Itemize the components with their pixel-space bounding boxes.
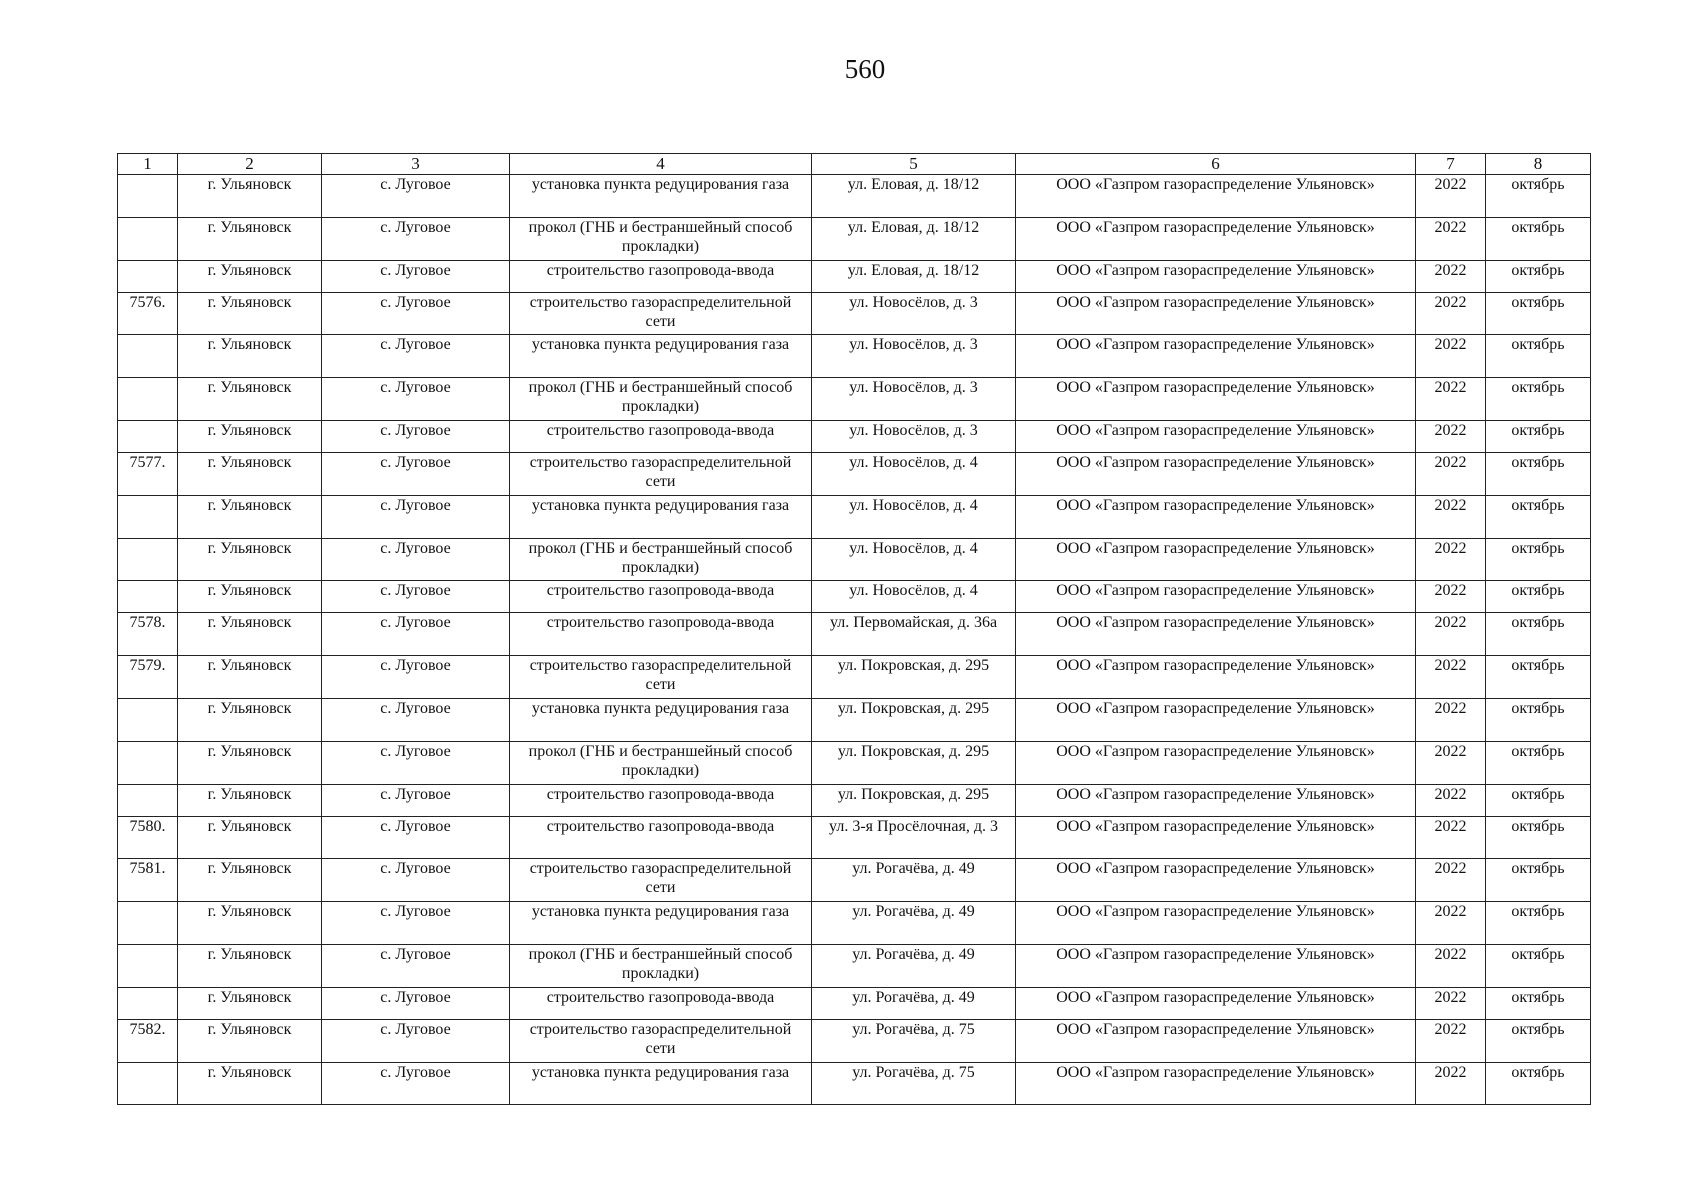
year-cell: 2022 <box>1416 581 1486 613</box>
organization-cell: ООО «Газпром газораспределение Ульяновск» <box>1016 656 1416 699</box>
city-cell: г. Ульяновск <box>178 613 322 656</box>
address-cell: ул. Новосёлов, д. 3 <box>812 335 1016 378</box>
address-cell: ул. Рогачёва, д. 49 <box>812 859 1016 902</box>
work-type-cell: строительство газораспределительной сети <box>510 452 812 495</box>
organization-cell: ООО «Газпром газораспределение Ульяновск» <box>1016 292 1416 335</box>
year-cell: 2022 <box>1416 784 1486 816</box>
city-cell: г. Ульяновск <box>178 378 322 421</box>
month-cell: октябрь <box>1486 335 1591 378</box>
table-row <box>118 335 1591 378</box>
year-cell: 2022 <box>1416 698 1486 741</box>
table-row <box>118 784 1591 816</box>
address-cell: ул. Покровская, д. 295 <box>812 741 1016 784</box>
address-cell: ул. Рогачёва, д. 49 <box>812 944 1016 987</box>
village-cell: с. Луговое <box>322 741 510 784</box>
table-row <box>118 741 1591 784</box>
year-cell: 2022 <box>1416 260 1486 292</box>
table-row <box>118 859 1591 902</box>
row-number <box>118 495 178 538</box>
year-cell: 2022 <box>1416 816 1486 859</box>
table-row <box>118 656 1591 699</box>
city-cell: г. Ульяновск <box>178 741 322 784</box>
month-cell: октябрь <box>1486 292 1591 335</box>
village-cell: с. Луговое <box>322 420 510 452</box>
organization-cell: ООО «Газпром газораспределение Ульяновск» <box>1016 217 1416 260</box>
table-row <box>118 495 1591 538</box>
address-cell: ул. Рогачёва, д. 75 <box>812 1019 1016 1062</box>
column-header: 6 <box>1016 154 1416 175</box>
work-type-cell: строительство газопровода-ввода <box>510 581 812 613</box>
organization-cell: ООО «Газпром газораспределение Ульяновск» <box>1016 698 1416 741</box>
month-cell: октябрь <box>1486 538 1591 581</box>
month-cell: октябрь <box>1486 495 1591 538</box>
table-row <box>118 944 1591 987</box>
month-cell: октябрь <box>1486 859 1591 902</box>
city-cell: г. Ульяновск <box>178 1019 322 1062</box>
city-cell: г. Ульяновск <box>178 902 322 945</box>
row-number <box>118 538 178 581</box>
table-row <box>118 1062 1591 1105</box>
month-cell: октябрь <box>1486 1062 1591 1105</box>
table-row <box>118 987 1591 1019</box>
address-cell: ул. 3-я Просёлочная, д. 3 <box>812 816 1016 859</box>
city-cell: г. Ульяновск <box>178 175 322 218</box>
row-number <box>118 335 178 378</box>
row-number: 7581. <box>118 859 178 902</box>
village-cell: с. Луговое <box>322 859 510 902</box>
month-cell: октябрь <box>1486 698 1591 741</box>
village-cell: с. Луговое <box>322 784 510 816</box>
month-cell: октябрь <box>1486 1019 1591 1062</box>
month-cell: октябрь <box>1486 987 1591 1019</box>
village-cell: с. Луговое <box>322 292 510 335</box>
address-cell: ул. Рогачёва, д. 49 <box>812 987 1016 1019</box>
city-cell: г. Ульяновск <box>178 292 322 335</box>
organization-cell: ООО «Газпром газораспределение Ульяновск» <box>1016 175 1416 218</box>
work-type-cell: установка пункта редуцирования газа <box>510 698 812 741</box>
city-cell: г. Ульяновск <box>178 217 322 260</box>
month-cell: октябрь <box>1486 420 1591 452</box>
row-number <box>118 902 178 945</box>
work-type-cell: прокол (ГНБ и бестраншейный способ прокладки) <box>510 378 812 421</box>
column-header: 3 <box>322 154 510 175</box>
work-type-cell: установка пункта редуцирования газа <box>510 902 812 945</box>
table-row <box>118 538 1591 581</box>
table-row <box>118 452 1591 495</box>
village-cell: с. Луговое <box>322 944 510 987</box>
work-type-cell: прокол (ГНБ и бестраншейный способ прокладки) <box>510 741 812 784</box>
table-row <box>118 816 1591 859</box>
work-type-cell: строительство газораспределительной сети <box>510 859 812 902</box>
table-body <box>118 175 1591 1105</box>
table-row <box>118 1019 1591 1062</box>
city-cell: г. Ульяновск <box>178 987 322 1019</box>
header-row <box>118 154 1591 175</box>
organization-cell: ООО «Газпром газораспределение Ульяновск» <box>1016 260 1416 292</box>
row-number <box>118 741 178 784</box>
row-number <box>118 698 178 741</box>
organization-cell: ООО «Газпром газораспределение Ульяновск» <box>1016 1019 1416 1062</box>
village-cell: с. Луговое <box>322 452 510 495</box>
column-header: 5 <box>812 154 1016 175</box>
organization-cell: ООО «Газпром газораспределение Ульяновск» <box>1016 902 1416 945</box>
column-header: 1 <box>118 154 178 175</box>
city-cell: г. Ульяновск <box>178 816 322 859</box>
city-cell: г. Ульяновск <box>178 495 322 538</box>
city-cell: г. Ульяновск <box>178 581 322 613</box>
year-cell: 2022 <box>1416 420 1486 452</box>
city-cell: г. Ульяновск <box>178 1062 322 1105</box>
address-cell: ул. Новосёлов, д. 4 <box>812 581 1016 613</box>
year-cell: 2022 <box>1416 987 1486 1019</box>
month-cell: октябрь <box>1486 613 1591 656</box>
row-number: 7578. <box>118 613 178 656</box>
village-cell: с. Луговое <box>322 902 510 945</box>
city-cell: г. Ульяновск <box>178 698 322 741</box>
year-cell: 2022 <box>1416 1062 1486 1105</box>
address-cell: ул. Еловая, д. 18/12 <box>812 217 1016 260</box>
month-cell: октябрь <box>1486 656 1591 699</box>
year-cell: 2022 <box>1416 292 1486 335</box>
city-cell: г. Ульяновск <box>178 260 322 292</box>
city-cell: г. Ульяновск <box>178 452 322 495</box>
row-number: 7579. <box>118 656 178 699</box>
row-number <box>118 581 178 613</box>
table-header <box>118 154 1591 175</box>
work-type-cell: строительство газораспределительной сети <box>510 1019 812 1062</box>
address-cell: ул. Новосёлов, д. 4 <box>812 452 1016 495</box>
month-cell: октябрь <box>1486 452 1591 495</box>
organization-cell: ООО «Газпром газораспределение Ульяновск» <box>1016 613 1416 656</box>
address-cell: ул. Новосёлов, д. 4 <box>812 495 1016 538</box>
organization-cell: ООО «Газпром газораспределение Ульяновск» <box>1016 816 1416 859</box>
month-cell: октябрь <box>1486 175 1591 218</box>
row-number <box>118 420 178 452</box>
work-type-cell: строительство газопровода-ввода <box>510 420 812 452</box>
work-type-cell: строительство газораспределительной сети <box>510 292 812 335</box>
column-header: 4 <box>510 154 812 175</box>
table-row <box>118 292 1591 335</box>
month-cell: октябрь <box>1486 741 1591 784</box>
work-type-cell: установка пункта редуцирования газа <box>510 175 812 218</box>
organization-cell: ООО «Газпром газораспределение Ульяновск» <box>1016 987 1416 1019</box>
village-cell: с. Луговое <box>322 335 510 378</box>
city-cell: г. Ульяновск <box>178 335 322 378</box>
work-type-cell: установка пункта редуцирования газа <box>510 495 812 538</box>
organization-cell: ООО «Газпром газораспределение Ульяновск» <box>1016 452 1416 495</box>
row-number: 7582. <box>118 1019 178 1062</box>
address-cell: ул. Новосёлов, д. 3 <box>812 420 1016 452</box>
year-cell: 2022 <box>1416 452 1486 495</box>
work-type-cell: строительство газопровода-ввода <box>510 260 812 292</box>
city-cell: г. Ульяновск <box>178 656 322 699</box>
village-cell: с. Луговое <box>322 1062 510 1105</box>
organization-cell: ООО «Газпром газораспределение Ульяновск» <box>1016 944 1416 987</box>
address-cell: ул. Новосёлов, д. 4 <box>812 538 1016 581</box>
year-cell: 2022 <box>1416 538 1486 581</box>
table-row <box>118 420 1591 452</box>
village-cell: с. Луговое <box>322 698 510 741</box>
address-cell: ул. Новосёлов, д. 3 <box>812 292 1016 335</box>
address-cell: ул. Рогачёва, д. 75 <box>812 1062 1016 1105</box>
work-type-cell: установка пункта редуцирования газа <box>510 335 812 378</box>
village-cell: с. Луговое <box>322 217 510 260</box>
row-number <box>118 378 178 421</box>
organization-cell: ООО «Газпром газораспределение Ульяновск» <box>1016 784 1416 816</box>
village-cell: с. Луговое <box>322 987 510 1019</box>
table-row <box>118 175 1591 218</box>
work-type-cell: прокол (ГНБ и бестраншейный способ прокладки) <box>510 217 812 260</box>
month-cell: октябрь <box>1486 784 1591 816</box>
organization-cell: ООО «Газпром газораспределение Ульяновск» <box>1016 538 1416 581</box>
year-cell: 2022 <box>1416 217 1486 260</box>
table-row <box>118 698 1591 741</box>
month-cell: октябрь <box>1486 944 1591 987</box>
row-number <box>118 1062 178 1105</box>
village-cell: с. Луговое <box>322 816 510 859</box>
village-cell: с. Луговое <box>322 378 510 421</box>
work-type-cell: установка пункта редуцирования газа <box>510 1062 812 1105</box>
city-cell: г. Ульяновск <box>178 944 322 987</box>
address-cell: ул. Покровская, д. 295 <box>812 656 1016 699</box>
month-cell: октябрь <box>1486 378 1591 421</box>
organization-cell: ООО «Газпром газораспределение Ульяновск» <box>1016 859 1416 902</box>
city-cell: г. Ульяновск <box>178 420 322 452</box>
page-number: 560 <box>844 54 886 84</box>
year-cell: 2022 <box>1416 613 1486 656</box>
address-cell: ул. Новосёлов, д. 3 <box>812 378 1016 421</box>
village-cell: с. Луговое <box>322 581 510 613</box>
row-number <box>118 217 178 260</box>
village-cell: с. Луговое <box>322 656 510 699</box>
village-cell: с. Луговое <box>322 260 510 292</box>
city-cell: г. Ульяновск <box>178 784 322 816</box>
table-row <box>118 260 1591 292</box>
work-type-cell: строительство газопровода-ввода <box>510 987 812 1019</box>
village-cell: с. Луговое <box>322 1019 510 1062</box>
work-type-cell: прокол (ГНБ и бестраншейный способ прокладки) <box>510 538 812 581</box>
address-cell: ул. Покровская, д. 295 <box>812 698 1016 741</box>
work-type-cell: прокол (ГНБ и бестраншейный способ прокладки) <box>510 944 812 987</box>
organization-cell: ООО «Газпром газораспределение Ульяновск» <box>1016 335 1416 378</box>
year-cell: 2022 <box>1416 859 1486 902</box>
year-cell: 2022 <box>1416 335 1486 378</box>
year-cell: 2022 <box>1416 656 1486 699</box>
organization-cell: ООО «Газпром газораспределение Ульяновск» <box>1016 420 1416 452</box>
table-row <box>118 217 1591 260</box>
work-type-cell: строительство газораспределительной сети <box>510 656 812 699</box>
organization-cell: ООО «Газпром газораспределение Ульяновск» <box>1016 1062 1416 1105</box>
year-cell: 2022 <box>1416 175 1486 218</box>
year-cell: 2022 <box>1416 741 1486 784</box>
address-cell: ул. Еловая, д. 18/12 <box>812 260 1016 292</box>
table-row <box>118 902 1591 945</box>
row-number <box>118 987 178 1019</box>
village-cell: с. Луговое <box>322 613 510 656</box>
month-cell: октябрь <box>1486 816 1591 859</box>
column-header: 7 <box>1416 154 1486 175</box>
organization-cell: ООО «Газпром газораспределение Ульяновск» <box>1016 581 1416 613</box>
row-number <box>118 260 178 292</box>
row-number: 7576. <box>118 292 178 335</box>
village-cell: с. Луговое <box>322 538 510 581</box>
column-header: 2 <box>178 154 322 175</box>
table-row <box>118 378 1591 421</box>
row-number <box>118 784 178 816</box>
address-cell: ул. Рогачёва, д. 49 <box>812 902 1016 945</box>
city-cell: г. Ульяновск <box>178 859 322 902</box>
address-cell: ул. Покровская, д. 295 <box>812 784 1016 816</box>
year-cell: 2022 <box>1416 902 1486 945</box>
year-cell: 2022 <box>1416 1019 1486 1062</box>
row-number <box>118 944 178 987</box>
address-cell: ул. Первомайская, д. 36а <box>812 613 1016 656</box>
work-type-cell: строительство газопровода-ввода <box>510 784 812 816</box>
organization-cell: ООО «Газпром газораспределение Ульяновск» <box>1016 741 1416 784</box>
year-cell: 2022 <box>1416 495 1486 538</box>
organization-cell: ООО «Газпром газораспределение Ульяновск» <box>1016 495 1416 538</box>
address-cell: ул. Еловая, д. 18/12 <box>812 175 1016 218</box>
city-cell: г. Ульяновск <box>178 538 322 581</box>
organization-cell: ООО «Газпром газораспределение Ульяновск» <box>1016 378 1416 421</box>
row-number: 7580. <box>118 816 178 859</box>
month-cell: октябрь <box>1486 260 1591 292</box>
month-cell: октябрь <box>1486 902 1591 945</box>
row-number <box>118 175 178 218</box>
month-cell: октябрь <box>1486 581 1591 613</box>
village-cell: с. Луговое <box>322 175 510 218</box>
table-row <box>118 613 1591 656</box>
row-number: 7577. <box>118 452 178 495</box>
column-header: 8 <box>1486 154 1591 175</box>
works-table <box>117 153 1591 1105</box>
table-row <box>118 581 1591 613</box>
village-cell: с. Луговое <box>322 495 510 538</box>
year-cell: 2022 <box>1416 944 1486 987</box>
work-type-cell: строительство газопровода-ввода <box>510 816 812 859</box>
year-cell: 2022 <box>1416 378 1486 421</box>
month-cell: октябрь <box>1486 217 1591 260</box>
work-type-cell: строительство газопровода-ввода <box>510 613 812 656</box>
